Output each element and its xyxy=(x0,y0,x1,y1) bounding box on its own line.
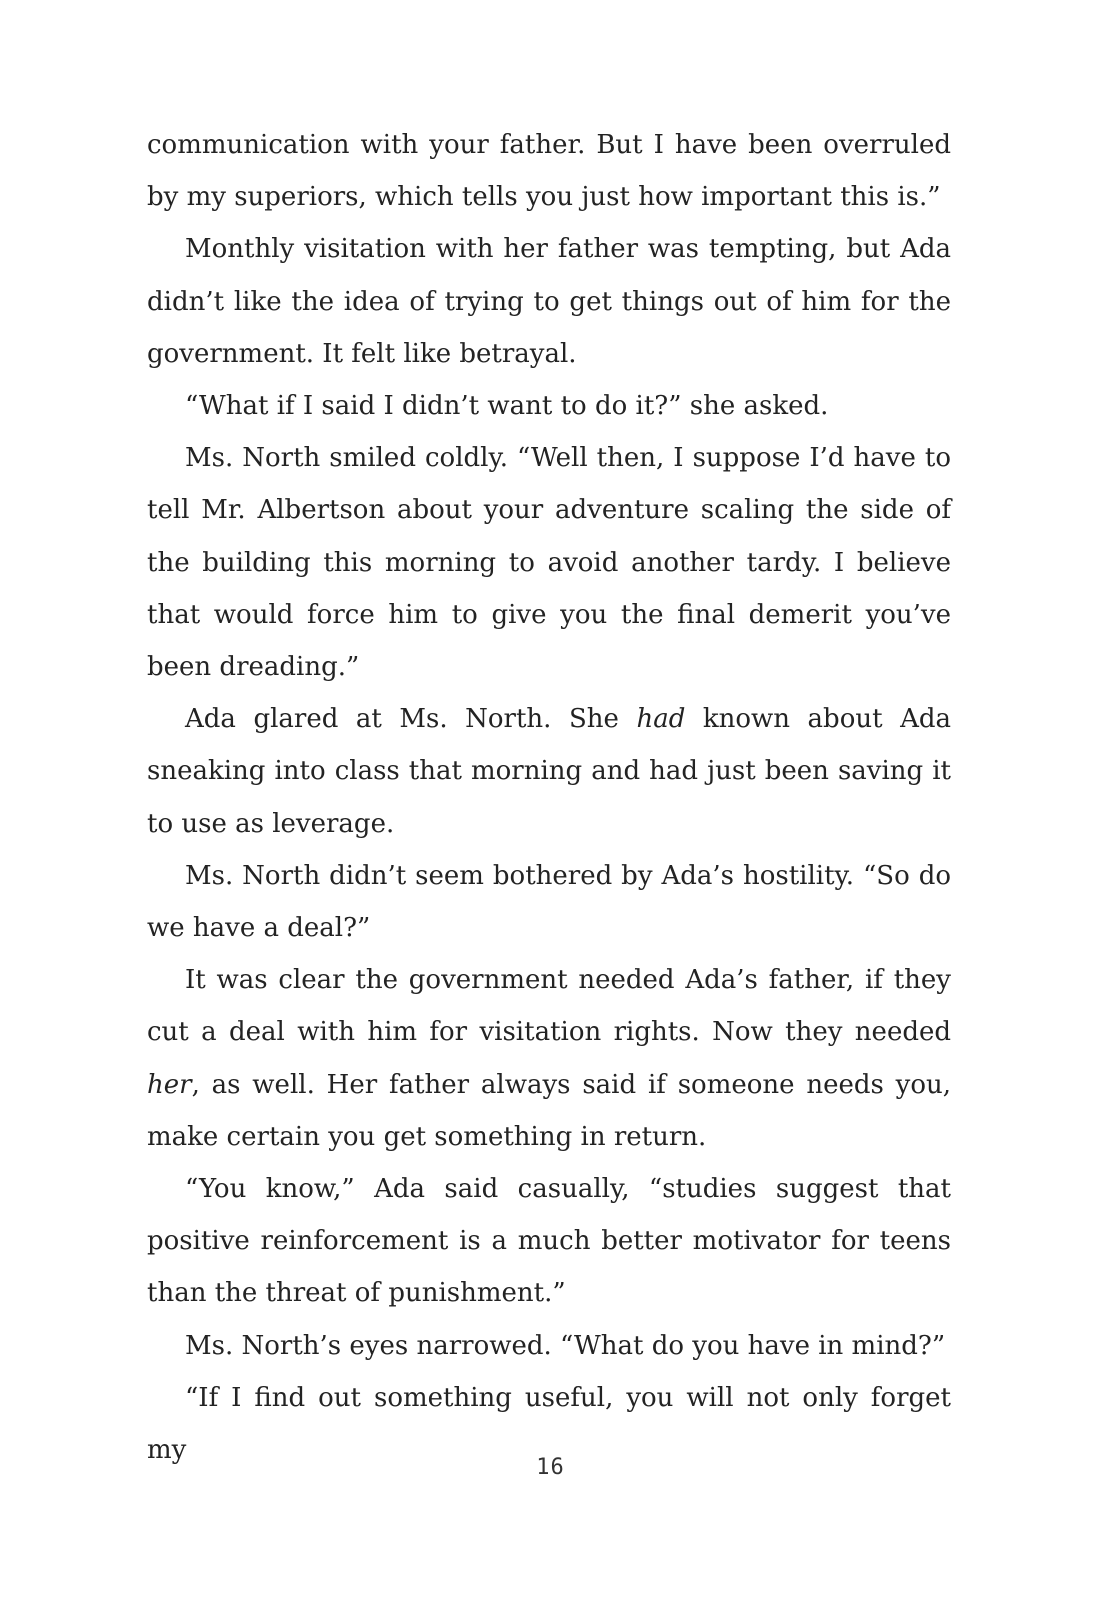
paragraph xyxy=(147,223,951,380)
paragraph xyxy=(147,432,951,693)
paragraph-text: It was clear the government needed Ada’s father, if they cut a deal with him for visitation rights. Now they needed xyxy=(147,965,951,1048)
paragraph-text: known about Ada sneaking into class that morning and had just been saving it to use as leverage. xyxy=(147,704,952,839)
paragraph xyxy=(147,850,951,954)
paragraph-text: , as well. Her father always said if someone needs you, make certain you get something in return. xyxy=(147,1069,951,1152)
paragraph-text: Ada glared at Ms. North. She xyxy=(185,704,637,735)
paragraph xyxy=(147,954,951,1163)
paragraph-text: Ms. North’s eyes narrowed. “What do you have in mind?” xyxy=(185,1330,946,1361)
paragraph xyxy=(147,380,951,432)
paragraph xyxy=(147,119,951,223)
paragraph-text: Ms. North smiled coldly. “Well then, I suppose I’d have to tell Mr. Albertson about your adventure scaling the side of the building this morning to avoid another tardy. I believe that would force him to give you the final demerit you’ve been dreading.” xyxy=(147,443,951,683)
paragraph-text: Monthly visitation with her father was tempting, but Ada didn’t like the idea of trying to get things out of him for the government. It felt like betrayal. xyxy=(147,234,951,369)
page-number: 16 xyxy=(536,1455,565,1480)
italic-emphasis: her xyxy=(147,1069,192,1100)
body-text xyxy=(147,119,951,1476)
paragraph-text: “If I find out something useful, you will not only forget my xyxy=(147,1382,951,1466)
paragraph-text: communication with your father. But I have been overruled by my superiors, which tells you just how important this is.” xyxy=(147,130,951,213)
paragraph xyxy=(147,693,951,850)
italic-emphasis: had xyxy=(636,704,686,735)
paragraph-text: Ms. North didn’t seem bothered by Ada’s hostility. “So do we have a deal?” xyxy=(147,860,951,944)
paragraph-text: “You know,” Ada said casually, “studies suggest that positive reinforcement is a much better motivator for teens than the threat of punishment.” xyxy=(147,1174,951,1309)
paragraph xyxy=(147,1163,951,1320)
paragraph xyxy=(147,1320,951,1372)
paragraph-text: “What if I said I didn’t want to do it?” she asked. xyxy=(185,391,829,422)
